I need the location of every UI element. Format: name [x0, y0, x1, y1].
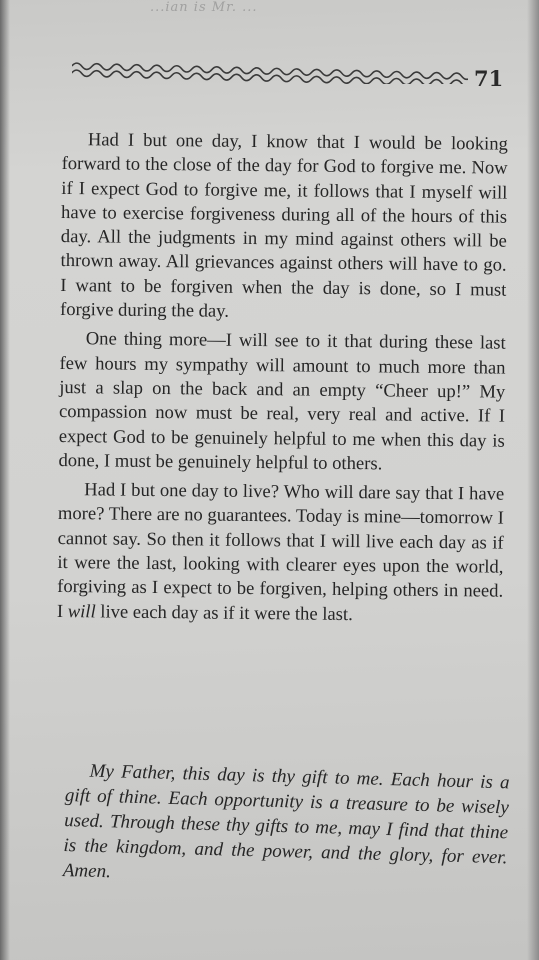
- paragraph: Had I but one day, I know that I would be looking forward to the close of the day for God to forgive me. Now if I expect God to forgive me, it follows that I myself will have to exercise forgiveness during all of the hours of this day. All the judgments in my mind against others will be thrown away. All grievances against others will have to go. I want to be forgiven when the day is done, so I must forgive during the day.: [59, 129, 508, 322]
- emphasis: will: [67, 600, 96, 623]
- page-gutter-shadow: [0, 0, 10, 960]
- paragraph-text: Had I but one day to live? Who will dare say that I have more? There are no guarantees. Today is mine—tomorrow I cannot say. So then it follows that I will live each day as if it were the last, looking with clearer eyes upon the world, forgiving as I expect to be forgiven, helping others in need. I: [56, 479, 505, 622]
- paragraph-text: live each day as if it were the last.: [95, 601, 353, 625]
- prayer-paragraph: My Father, this day is thy gift to me. Each hour is a gift of thine. Each opportunity is a treasure to be wisely used. Through these thy gifts to me, may I find that thine is the kingdom, and the power, and the glory, for ever. Amen.: [62, 760, 510, 883]
- page-edge-shadow: [527, 0, 539, 960]
- paragraph: One thing more—I will see to it that during these last few hours my sympathy will amount to much more than just a slap on the back and an empty “Cheer up!” My compassion now must be real, very real and active. If I expect God to be genuinely helpful to me when this day is done, I must be genuinely helpful to others.: [58, 328, 506, 475]
- bleed-through-text: ...ian is Mr. ...: [150, 0, 258, 15]
- paragraph: [57, 478, 505, 628]
- body-text: [57, 128, 508, 634]
- prayer-text: [63, 758, 510, 895]
- page-number: 71: [474, 66, 504, 91]
- wavy-header-rule: [72, 58, 468, 84]
